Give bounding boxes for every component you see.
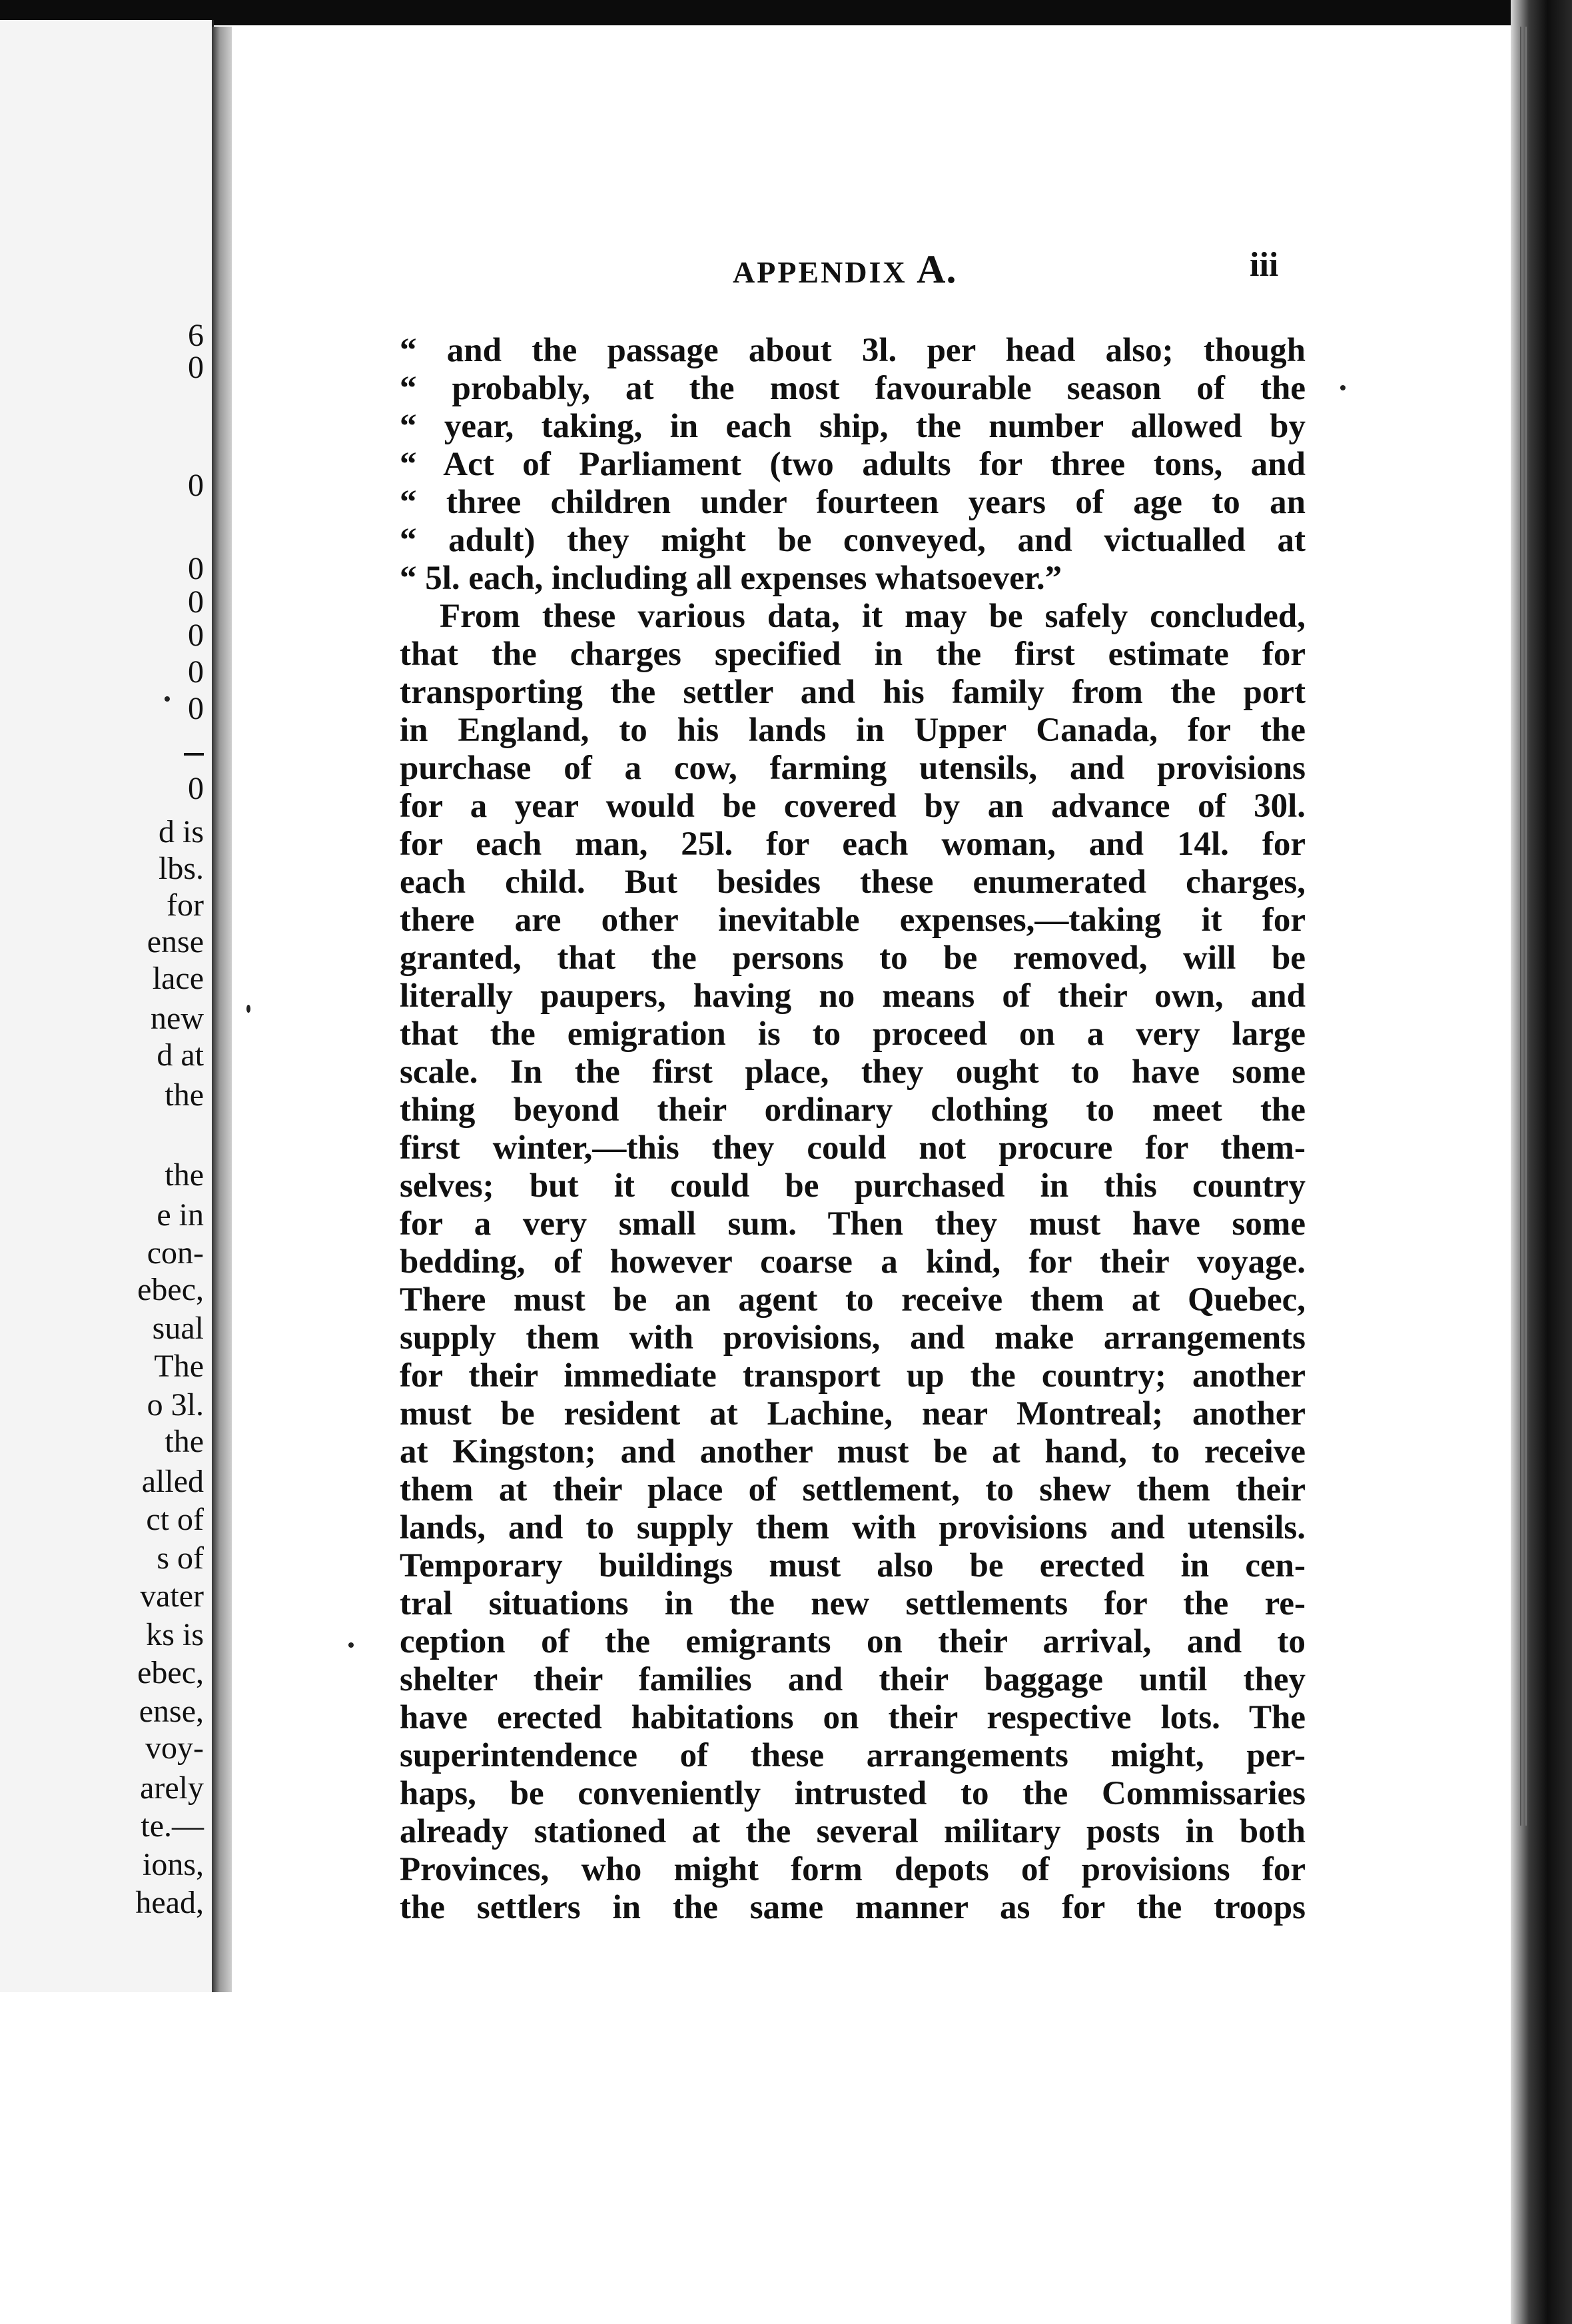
running-head-letter: A.	[917, 247, 957, 291]
text-line: superintendence of these arrangements might, per-	[400, 1737, 1306, 1774]
previous-page-fragment: s of	[157, 1540, 204, 1576]
text-line: selves; but it could be purchased in this country	[400, 1167, 1306, 1205]
previous-page-fragment: the	[165, 1424, 204, 1459]
previous-page-fragment: 0	[188, 618, 204, 653]
text-line: granted, that the persons to be removed, will be	[400, 939, 1306, 977]
previous-page-fragment: alled	[141, 1464, 204, 1499]
text-line: “ probably, at the most favourable season of the	[400, 370, 1306, 407]
text-line: “ year, taking, in each ship, the number allowed by	[400, 408, 1306, 445]
previous-page-fragment: ebec,	[137, 1272, 204, 1307]
text-line: for a year would be covered by an advance of 30l.	[400, 788, 1306, 825]
text-line: There must be an agent to receive them at Quebec,	[400, 1281, 1306, 1319]
previous-page-fragment: con-	[147, 1235, 204, 1271]
previous-page-fragment: vater	[140, 1578, 204, 1614]
ink-speck	[246, 1005, 250, 1013]
text-line: “ adult) they might be conveyed, and victualled at	[400, 522, 1306, 559]
text-line: “ Act of Parliament (two adults for three tons, and	[400, 446, 1306, 483]
previous-page-fragment: ct of	[146, 1502, 204, 1537]
previous-page-fragment: ks is	[146, 1617, 204, 1652]
previous-page-rule	[184, 753, 204, 756]
previous-page-fragment: d at	[157, 1037, 204, 1073]
text-line: “ three children under fourteen years of age to an	[400, 484, 1306, 521]
text-line: Provinces, who might form depots of provisions for	[400, 1851, 1306, 1888]
previous-page-fragment: sual	[152, 1311, 204, 1346]
quoted-passage	[400, 332, 1306, 598]
previous-page-fragment: lbs.	[158, 851, 204, 886]
text-line: must be resident at Lachine, near Montreal; another	[400, 1395, 1306, 1433]
previous-page-fragment: 0	[188, 551, 204, 586]
text-line: purchase of a cow, farming utensils, and provisions	[400, 750, 1306, 787]
previous-page-fragment: te.—	[141, 1808, 204, 1844]
previous-page-fragment: new	[151, 1001, 204, 1036]
gutter-shadow	[212, 27, 232, 1992]
previous-page-fragment: the	[165, 1077, 204, 1113]
text-line: there are other inevitable expenses,—taking it for	[400, 901, 1306, 939]
page-number: iii	[1250, 246, 1279, 284]
text-line: the settlers in the same manner as for the troops	[400, 1889, 1306, 1926]
text-line: that the charges specified in the first estimate for	[400, 636, 1306, 673]
text-line: thing beyond their ordinary clothing to meet the	[400, 1091, 1306, 1129]
page-edge-lines	[1520, 27, 1527, 1826]
text-line: literally paupers, having no means of their own, and	[400, 977, 1306, 1015]
previous-page-fragment: d is	[158, 814, 204, 850]
main-paragraph	[400, 598, 1306, 1927]
text-line: each child. But besides these enumerated charges,	[400, 864, 1306, 901]
text-line: “ and the passage about 3l. per head also; though	[400, 332, 1306, 369]
text-line: for a very small sum. Then they must have some	[400, 1205, 1306, 1243]
previous-page-fragment: ense,	[139, 1694, 204, 1729]
scan-top-border	[0, 0, 1572, 25]
previous-page-fragment: voy-	[145, 1730, 204, 1766]
previous-page-fragment: head,	[135, 1885, 204, 1920]
text-line: them at their place of settlement, to shew them their	[400, 1471, 1306, 1508]
previous-page-fragment: 0	[188, 691, 204, 726]
text-line: “ 5l. each, including all expenses whatsoever.”	[400, 560, 1062, 597]
running-head-label: APPENDIX	[733, 255, 907, 289]
ink-speck	[165, 696, 170, 702]
text-line: lands, and to supply them with provisions and utensils.	[400, 1509, 1306, 1546]
text-line: Temporary buildings must also be erected in cen-	[400, 1547, 1306, 1584]
text-line: for each man, 25l. for each woman, and 14l. for	[400, 826, 1306, 863]
text-line: bedding, of however coarse a kind, for their voyage.	[400, 1243, 1306, 1281]
previous-page-fragment: ions,	[142, 1847, 204, 1882]
previous-page-fragment: 0	[188, 654, 204, 690]
text-line: ception of the emigrants on their arrival, and to	[400, 1623, 1306, 1660]
previous-page-fragment: lace	[152, 961, 204, 996]
previous-page-fragment: the	[165, 1157, 204, 1193]
text-line: already stationed at the several military posts in both	[400, 1813, 1306, 1850]
text-line: shelter their families and their baggage until they	[400, 1661, 1306, 1698]
text-line: scale. In the first place, they ought to have some	[400, 1053, 1306, 1091]
text-line: have erected habitations on their respective lots. The	[400, 1699, 1306, 1736]
text-line: supply them with provisions, and make arrangements	[400, 1319, 1306, 1357]
previous-page-fragment: o 3l.	[147, 1387, 204, 1423]
running-head	[733, 247, 957, 292]
text-line: that the emigration is to proceed on a very large	[400, 1015, 1306, 1053]
previous-page-fragment: 0	[188, 468, 204, 503]
text-line: haps, be conveniently intrusted to the Commissaries	[400, 1775, 1306, 1812]
text-line: for their immediate transport up the country; another	[400, 1357, 1306, 1395]
text-line: in England, to his lands in Upper Canada, for the	[400, 712, 1306, 749]
text-line: at Kingston; and another must be at hand, to receive	[400, 1433, 1306, 1470]
ink-speck	[1340, 385, 1346, 390]
previous-page-fragment: 0	[188, 350, 204, 385]
previous-page-edge	[0, 20, 214, 1992]
previous-page-fragment: The	[154, 1349, 204, 1384]
body-text	[400, 332, 1306, 1927]
previous-page-fragment: arely	[140, 1770, 204, 1806]
text-line: transporting the settler and his family from the port	[400, 674, 1306, 711]
ink-speck	[348, 1642, 354, 1648]
previous-page-fragment: e in	[157, 1197, 204, 1233]
previous-page-fragment: ebec,	[137, 1655, 204, 1690]
previous-page-fragment: for	[167, 887, 204, 923]
previous-page-fragment: 0	[188, 771, 204, 806]
text-line: tral situations in the new settlements for the re-	[400, 1585, 1306, 1622]
text-line: From these various data, it may be safely concluded,	[440, 598, 1306, 635]
previous-page-fragment: 0	[188, 584, 204, 620]
previous-page-fragment: 6	[188, 318, 204, 353]
text-line: first winter,—this they could not procure for them-	[400, 1129, 1306, 1167]
previous-page-fragment: ense	[147, 924, 204, 959]
